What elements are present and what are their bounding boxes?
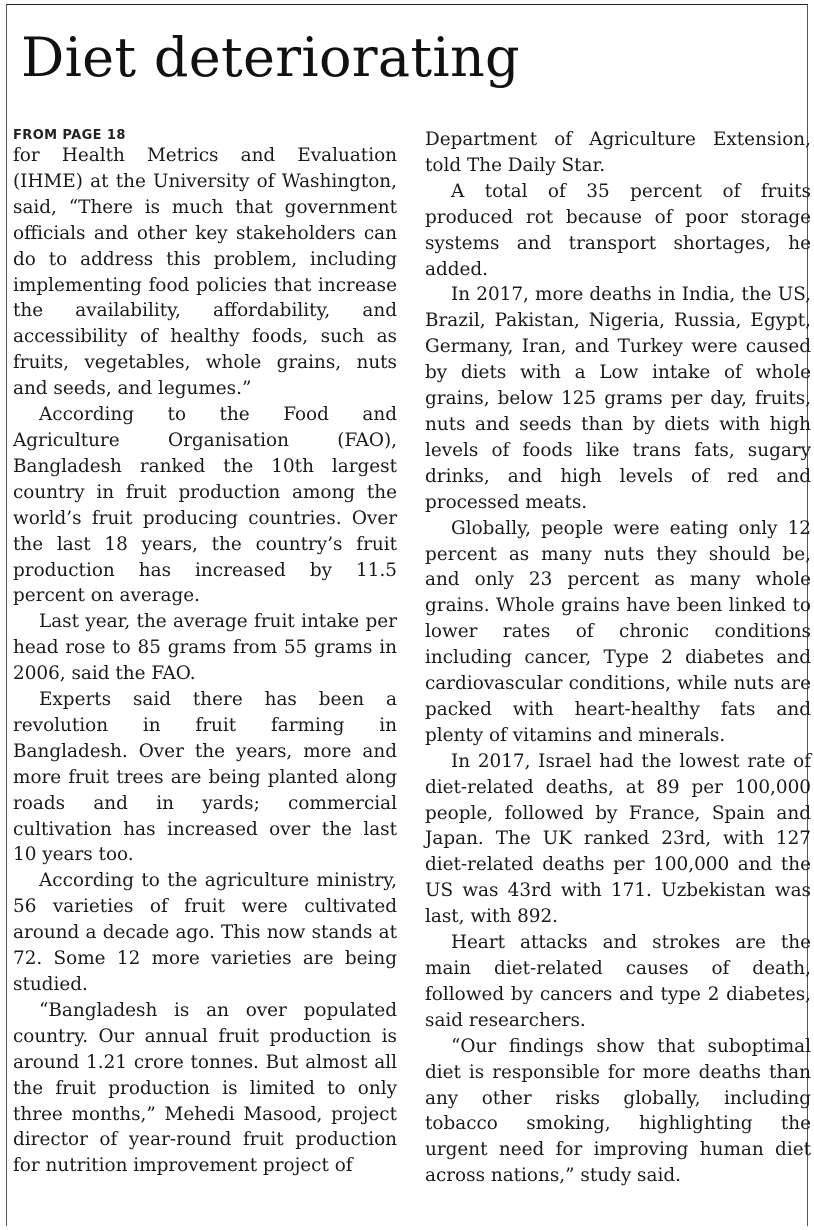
paragraph: According to the Food and Agriculture Organisation (FAO), Bangladesh ranked the 10th largest country in fruit production among the world’s fruit producing countries. Over the last 18 years, the country’s fruit production has increased by 11.5 percent on average. [13,404,397,607]
newspaper-clipping [6,4,811,1226]
paragraph: for Health Metrics and Evaluation (IHME) at the University of Washington, said, “There is much that government officials and other key stakeholders can do to address this problem, including implementing food policies that increase the availability, affordability, and accessibility of healthy foods, such as fruits, vegetables, whole grains, nuts and seeds, and legumes.” [13,145,397,400]
paragraph: “Bangladesh is an over populated country. Our annual fruit production is around 1.21 crore tonnes. But almost all the fruit production is limited to only three months,” Mehedi Masood, project director of year-round fruit production for nutrition improvement project of [13,999,397,1177]
paragraph: Last year, the average fruit intake per head rose to 85 grams from 55 grams in 2006, said the FAO. [13,611,397,685]
paragraph: Globally, people were eating only 12 percent as many nuts they should be, and only 23 percent as many whole grains. Whole grains have been linked to lower rates of chronic conditions including cancer, Type 2 diabetes and cardiovascular conditions, while nuts are packed with heart-healthy fats and plenty of vitamins and minerals. [425,517,811,746]
headline: Diet deteriorating [21,26,520,89]
right-column [425,127,811,1189]
paragraph: In 2017, Israel had the lowest rate of diet-related deaths, at 89 per 100,000 people, followed by France, Spain and Japan. The UK ranked 23rd, with 127 diet-related deaths per 100,000 and the US was 43rd with 171. Uzbekistan was last, with 892. [425,750,811,928]
paragraph: According to the agriculture ministry, 56 varieties of fruit were cultivated around a decade ago. This now stands at 72. Some 12 more varieties are being studied. [13,870,397,995]
paragraph: A total of 35 percent of fruits produced rot because of poor storage systems and transport shortages, he added. [425,180,811,280]
paragraph: In 2017, more deaths in India, the US, Brazil, Pakistan, Nigeria, Russia, Egypt, Germany, Iran, and Turkey were caused by diets with a Low intake of whole grains, below 125 grams per day, fruits, nuts and seeds than by diets with high levels of foods like trans fats, sugary drinks, and high levels of red and processed meats. [425,284,811,513]
paragraph: “Our findings show that suboptimal diet is responsible for more deaths than any other risks globally, including tobacco smoking, highlighting the urgent need for improving human diet across nations,” study said. [425,1035,811,1187]
paragraph: Department of Agriculture Extension, told The Daily Star. [425,129,811,176]
paragraph: Heart attacks and strokes are the main diet-related causes of death, followed by cancers and type 2 diabetes, said researchers. [425,932,811,1031]
left-column [13,127,397,1179]
paragraph: Experts said there has been a revolution in fruit farming in Bangladesh. Over the years, more and more fruit trees are being planted along roads and in yards; commercial cultivation has increased over the last 10 years too. [13,689,397,866]
jump-line: FROM PAGE 18 [13,128,126,143]
